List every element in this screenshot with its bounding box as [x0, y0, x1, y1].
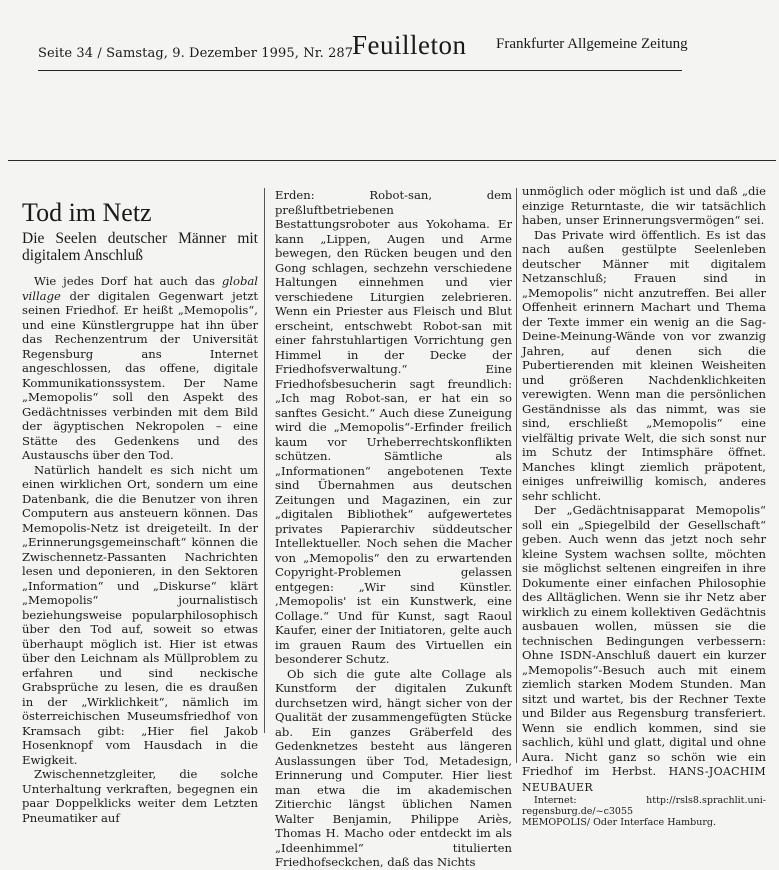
- article-column-2: [275, 188, 512, 870]
- column-divider: [264, 188, 265, 733]
- paragraph: Der „Gedächtnisapparat Memopolis“ soll ein „Spiegelbild der Gesellschaft“ geben. Auch wenn das jetzt noch sehr kleine System wachsen sollte, möchten sie möglichst seltenen eingreifen in ihre Dokumente einer einfachen Philosophie des Alltäglichen. Wenn sie ihr Netz aber wirklich zu einem kollektiven Gedächtnis ausbauen wollen, müssen sie die technischen Bedingungen verbessern: Ohne ISDN-Anschluß dauert ein kurzer „Memopolis“-Besuch auch mit einem ziemlich starken Modem Stunden. Man sitzt und wartet, bis der Rechner Texte und Bilder aus Regensburg transferiert. Wenn sie endlich kommen, sind sie sachlich, kühl und glatt, digital und ohne Aura. Nicht ganz so schön wie ein Friedhof im Herbst. HANS-JOACHIM NEUBAUER: [522, 503, 766, 794]
- edition-line: Seite 34 / Samstag, 9. Dezember 1995, Nr. 287: [38, 46, 354, 61]
- paragraph: Wie jedes Dorf hat auch das global village der digitalen Gegenwart jetzt seinen Friedhof. Er heißt „Memopolis“, und eine Künstlergruppe hat ihn über das Rechenzentrum der Universität Regensburg ans Internet angeschlossen, das offene, digitale Kommunikationssystem. Der Name „Memopolis“ soll den Aspekt des Gedächtnisses verbinden mit dem Bild der ägyptischen Nekropolen – eine Stätte des Gedenkens und des Austauschs über den Tod.: [22, 274, 258, 462]
- newspaper-name: Frankfurter Allgemeine Zeitung: [496, 36, 688, 52]
- article-column-3: [522, 184, 766, 828]
- header-rule: [38, 70, 682, 71]
- paragraph: Zwischennetzgleiter, die solche Unterhaltung verkraften, begegnen ein paar Doppelklicks weiter dem Letzten Pneumatiker auf: [22, 767, 258, 825]
- article-column-1: [22, 198, 258, 825]
- page-header: [38, 24, 688, 70]
- paragraph: Natürlich handelt es sich nicht um einen wirklichen Ort, sondern um eine Datenbank, die die Benutzer von ihren Computern aus ansteuern können. Das Memopolis-Netz ist dreigeteilt. In der „Erinnerungsgemeinschaft“ können die Zwischennetz-Passanten Nachrichten lesen und deponieren, in den Sektoren „Information“ und „Diskurse“ klärt „Memopolis“ journalistisch beziehungsweise popularphilosophisch über den Tod auf, soweit so etwas überhaupt möglich ist. Hier ist etwas über den Leichnam als Müllproblem zu erfahren und sind neckische Grabsprüche zu lesen, die es draußen in der „Wirklichkeit“, nämlich im österreichischen Museumsfriedhof von Kramsach gibt: „Hier fiel Jakob Hosenknopf vom Hausdach in die Ewigkeit.: [22, 462, 258, 767]
- article-subtitle: Die Seelen deutscher Männer mit digitalem Anschluß: [22, 230, 258, 264]
- internet-reference: Internet: http://rsls8.sprachlit.uni-regensburg.de/~c3055 MEMOPOLIS/ Oder Interface Hamburg.: [522, 795, 766, 828]
- article-title: Tod im Netz: [22, 198, 152, 227]
- author-name: HANS-JOACHIM NEUBAUER: [522, 765, 766, 794]
- paragraph: unmöglich oder möglich ist und daß „die einzige Returntaste, die wir tatsächlich haben, unser Erinnerungsvermögen“ sei.: [522, 184, 766, 227]
- article: [0, 160, 779, 869]
- column-divider: [516, 188, 517, 763]
- section-title: Feuilleton: [352, 30, 467, 60]
- paragraph: Das Private wird öffentlich. Es ist das nach außen gestülpte Seelenleben deutscher Männer mit digitalem Netzanschluß; Frauen sind in „Memopolis“ nicht anzutreffen. Bei aller Offenheit erinnern Machart und Thema der Texte immer ein wenig an die Sag-Deine-Meinung-Wände von vor zwanzig Jahren, auf denen sich die Pubertierenden mit kleinen Weisheiten und größeren Nachdenklichkeiten verewigten. Wenn man die persönlichen Geständnisse als das nimmt, was sie sind, erschließt „Memopolis“ eine vielfältig private Welt, die sich sonst nur im Schutz der Intimsphäre öffnet. Manches klingt ziemlich präpotent, einiges unfreiwillig komisch, anderes sehr schlicht.: [522, 227, 766, 503]
- paragraph: Erden: Robot-san, dem preßluftbetriebenen Bestattungsroboter aus Yokohama. Er kann „Lippen, Augen und Arme bewegen, den Rücken beugen und den Gong schlagen, sechzehn verschiedene Haltungen einnehmen und vier verschiedene Liturgien zelebrieren. Wenn ein Priester aus Fleisch und Blut erscheint, entschwebt Robot-san mit einer fahrstuhlartigen Vorrichtung gen Himmel in der Decke der Friedhofsverwaltung.“ Eine Friedhofsbesucherin sagt freundlich: „Ich mag Robot-san, er hat ein so sanftes Gesicht.“ Auch diese Zuneigung wird die „Memopolis“-Erfinder freilich kaum vor Urheberrechtskonflikten schützen. Sämtliche als „Informationen“ angebotenen Texte sind Übernahmen aus deutschen Zeitungen und Magazinen, ein zur „digitalen Bibliothek“ aufgewertetes privates Papierarchiv süddeutscher Intellektueller. Noch sehen die Macher von „Memopolis“ den zu erwartenden Copyright-Problemen gelassen entgegen: „Wir sind Künstler. ,Memopolis' ist ein Kunstwerk, eine Collage.“ Und für Kunst, sagt Raoul Kaufer, einer der Initiatoren, gelte auch im grauen Raum des Virtuellen ein besonderer Schutz.: [275, 188, 512, 666]
- paragraph: Ob sich die gute alte Collage als Kunstform der digitalen Zukunft durchsetzen wird, hängt sicher von der Qualität der zusammengefügten Stücke ab. Ein ganzes Gräberfeld des Gedenknetzes besteht aus längeren Auslassungen über Tod, Metadesign, Erinnerung und Computer. Hier liest man etwa die im akademischen Zitierchic längst üblichen Namen Walter Benjamin, Philippe Ariès, Thomas H. Macho oder entdeckt im als „Ideenhimmel“ titulierten Friedhofseckchen, daß das Nichts: [275, 666, 512, 869]
